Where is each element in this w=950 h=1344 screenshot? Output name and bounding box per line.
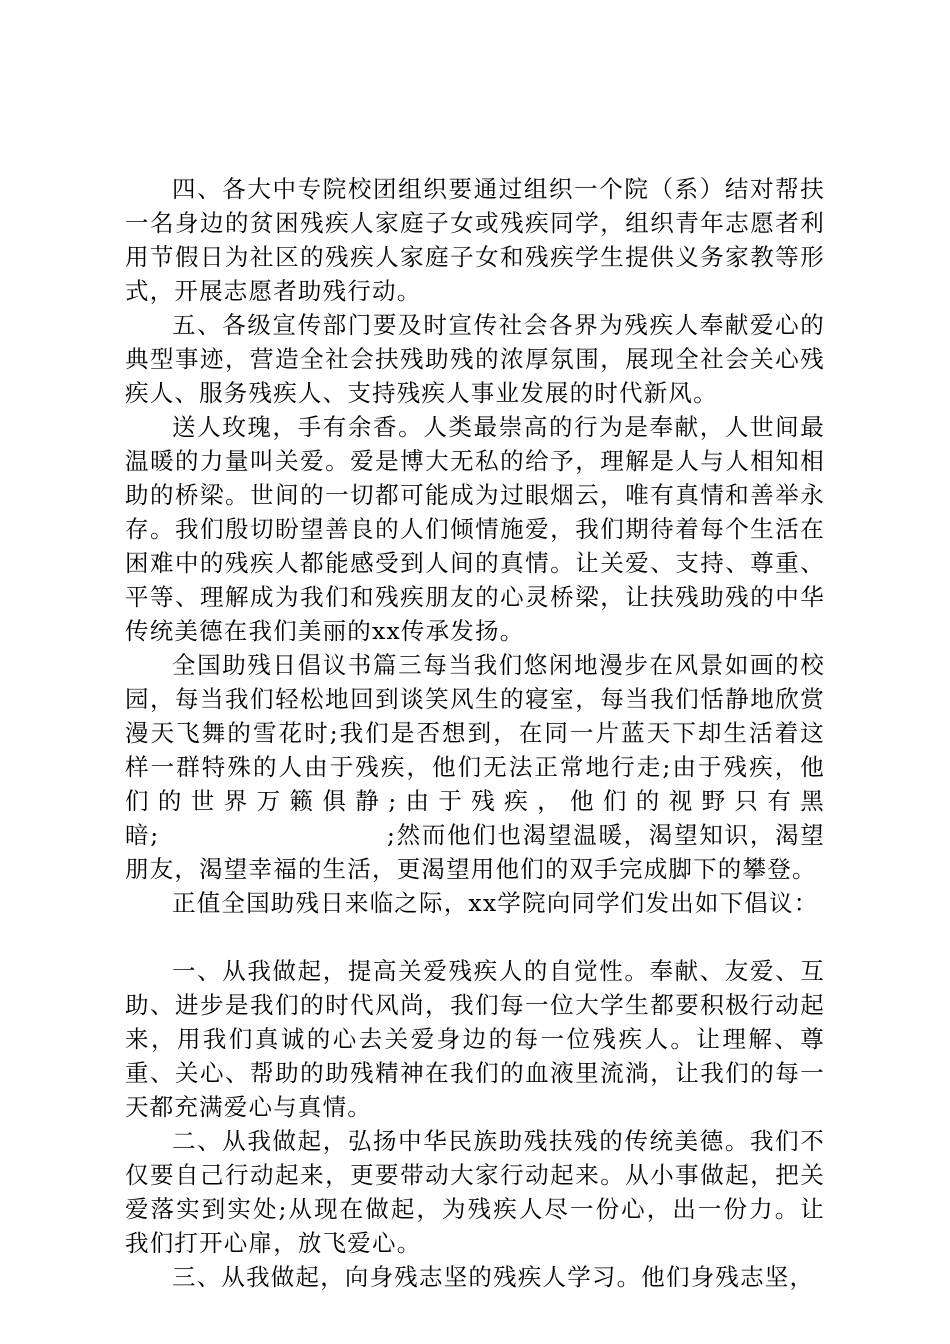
paragraph-roses: 送人玫瑰，手有余香。人类最崇高的行为是奉献，人世间最温暖的力量叫关爱。爱是博大无私的给予，理解是人与人相知相助的桥梁。世间的一切都可能成为过眼烟云，唯有真情和善举永存。我们殷切盼望善良的人们倾情施爱，我们期待着每个生活在困难中的残疾人都能感受到人间的真情。让关爱、支持、尊重、平等、理解成为我们和残疾朋友的心灵桥梁，让扶残助残的中华传统美德在我们美丽的xx传承发扬。 [125,413,825,645]
paragraph-item-two: 二、从我做起，弘扬中华民族助残扶残的传统美德。我们不仅要自己行动起来，更要带动大家行动起来。从小事做起，把关爱落实到实处;从现在做起，为残疾人尽一份心，出一份力。让我们打开心扉，放飞爱心。 [125,1127,825,1257]
paragraph-item-three: 三、从我做起，向身残志坚的残疾人学习。他们身残志坚， [172,1263,815,1291]
paragraph-section-four: 四、各大中专院校团组织要通过组织一个院（系）结对帮扶一名身边的贫困残疾人家庭子女或残疾同学，组织青年志愿者利用节假日为社区的残疾人家庭子女和残疾学生提供义务家教等形式，开展志愿者助残行动。 [125,175,825,305]
paragraph-section-five: 五、各级宣传部门要及时宣传社会各界为残疾人奉献爱心的典型事迹，营造全社会扶残助残的浓厚氛围，展现全社会关心残疾人、服务残疾人、支持残疾人事业发展的时代新风。 [125,311,825,407]
paragraph-occasion: 正值全国助残日来临之际，xx学院向同学们发出如下倡议： [172,889,819,917]
document-body [125,172,825,1294]
paragraph-spacer [125,920,825,954]
paragraph-item-one: 一、从我做起，提高关爱残疾人的自觉性。奉献、友爱、互助、进步是我们的时代风尚，我们每一位大学生都要积极行动起来，用我们真诚的心去关爱身边的每一位残疾人。让理解、尊重、关心、帮助的助残精神在我们的血液里流淌，让我们的每一天都充满爱心与真情。 [125,957,825,1121]
paragraph-proposal-three: 全国助残日倡议书篇三每当我们悠闲地漫步在风景如画的校园，每当我们轻松地回到谈笑风生的寝室，每当我们恬静地欣赏漫天飞舞的雪花时;我们是否想到，在同一片蓝天下却生活着这样一群特殊的人由于残疾，他们无法正常地行走;由于残疾，他们的世界万籁俱静;由于残疾，他们的视野只有黑暗; ;然而他们也渴望温暖，渴望知识，渴望朋友，渴望幸福的生活，更渴望用他们的双手完成脚下的攀登。 [125,651,825,883]
